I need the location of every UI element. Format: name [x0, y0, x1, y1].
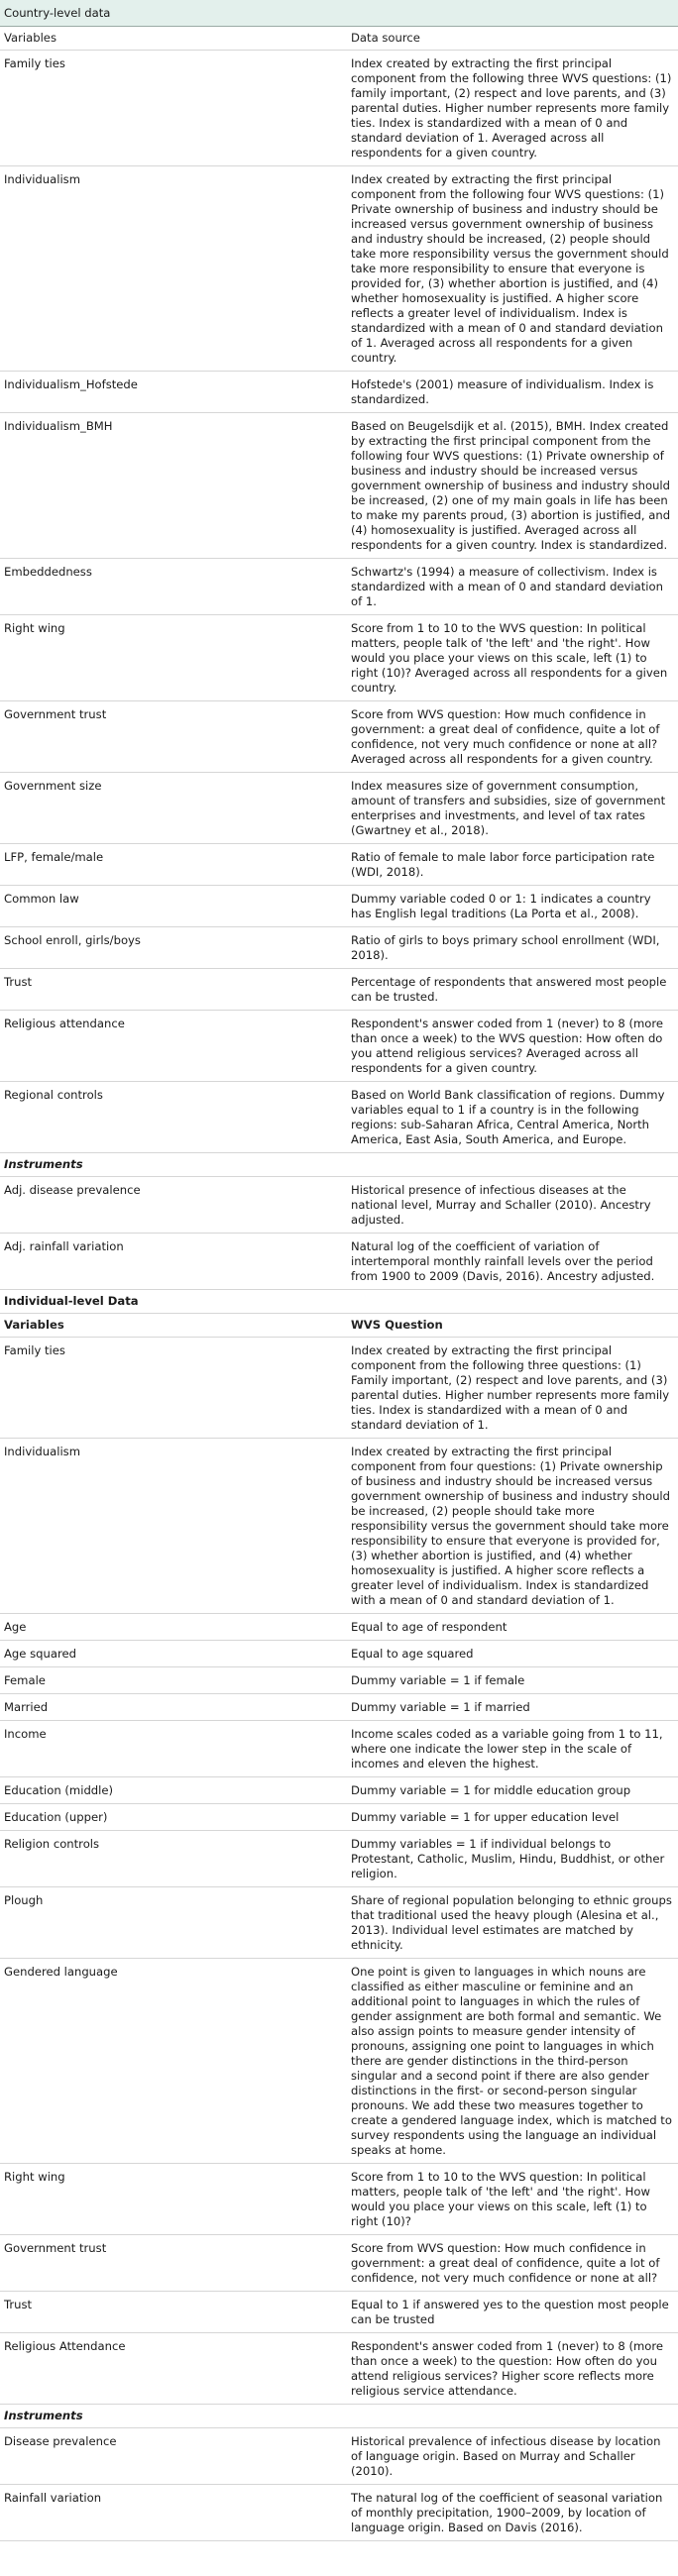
variable-description: Score from 1 to 10 to the WVS question: In political matters, people talk of 'the left' and 'the right'. How would you place your views on this scale, left (1) to right (10)? Averaged across all respondents for a given country.	[347, 615, 678, 701]
variable-name: Rainfall variation	[0, 2485, 347, 2541]
table-row	[0, 2428, 678, 2485]
variable-name: Religious attendance	[0, 1011, 347, 1082]
country-instruments-label: Instruments	[0, 1153, 678, 1177]
table-row	[0, 1721, 678, 1777]
table-row	[0, 51, 678, 166]
variable-name: Gendered language	[0, 1959, 347, 2164]
variable-name: Religion controls	[0, 1831, 347, 1887]
table-row	[0, 166, 678, 372]
table-row	[0, 886, 678, 927]
variable-name: Adj. disease prevalence	[0, 1177, 347, 1234]
variable-name: LFP, female/male	[0, 844, 347, 886]
variable-name: Age	[0, 1614, 347, 1641]
variable-name: Individualism_BMH	[0, 413, 347, 559]
variable-name: Government trust	[0, 701, 347, 773]
variable-description: Respondent's answer coded from 1 (never) to 8 (more than once a week) to the WVS question: How often do you attend religious services? Averaged across all respondents for a given country.	[347, 1011, 678, 1082]
variable-description: Index created by extracting the first principal component from four questions: (1) Private ownership of business and industry should be increased versus government ownership of business and industry should be increased, (2) people should take more responsibility versus the government should take more responsibility to ensure that everyone is provided for, (3) whether abortion is justified, and (4) whether homosexuality is justified. A higher score reflects a greater level of individualism. Index is standardized with a mean of 0 and standard deviation of 1.	[347, 1439, 678, 1614]
variable-name: Disease prevalence	[0, 2428, 347, 2485]
variable-description: Score from WVS question: How much confidence in government: a great deal of confidence, quite a lot of confidence, not very much confidence or none at all?	[347, 2235, 678, 2292]
variable-description: Share of regional population belonging to ethnic groups that traditional used the heavy plough (Alesina et al., 2013). Individual level estimates are matched by ethnicity.	[347, 1887, 678, 1959]
variable-description: Schwartz's (1994) a measure of collectivism. Index is standardized with a mean of 0 and standard deviation of 1.	[347, 559, 678, 615]
variable-description: Percentage of respondents that answered most people can be trusted.	[347, 969, 678, 1011]
table-row	[0, 2292, 678, 2333]
table-row	[0, 701, 678, 773]
individual-question-header: WVS Question	[347, 1314, 678, 1338]
table-row	[0, 413, 678, 559]
variable-name: Age squared	[0, 1641, 347, 1667]
variable-description: Score from 1 to 10 to the WVS question: In political matters, people talk of 'the left' and 'the right'. How would you place your views on this scale, left (1) to right (10)?	[347, 2164, 678, 2235]
table-row	[0, 1667, 678, 1694]
variable-name: Trust	[0, 969, 347, 1011]
variable-description: Score from WVS question: How much confidence in government: a great deal of confidence, quite a lot of confidence, not very much confidence or none at all? Averaged across all respondents for a given country.	[347, 701, 678, 773]
country-instruments-label-row	[0, 1153, 678, 1177]
table-row	[0, 559, 678, 615]
table-row	[0, 844, 678, 886]
table-row	[0, 1887, 678, 1959]
variable-description: Index created by extracting the first principal component from the following four WVS questions: (1) Private ownership of business and industry should be increased versus government ownership of business and industry should be increased, (2) people should take more responsibility versus the government should take more responsibility to ensure that everyone is provided for, (3) whether abortion is justified, and (4) whether homosexuality is justified. A higher score reflects a greater level of individualism. Index is standardized with a mean of 0 and standard deviation of 1. Averaged across all respondents for a given country.	[347, 166, 678, 372]
variable-name: Education (upper)	[0, 1804, 347, 1831]
variable-description: Historical prevalence of infectious disease by location of language origin. Based on Murray and Schaller (2010).	[347, 2428, 678, 2485]
table-row	[0, 1831, 678, 1887]
variable-description: Dummy variable = 1 if married	[347, 1694, 678, 1721]
variable-description: Equal to 1 if answered yes to the question most people can be trusted	[347, 2292, 678, 2333]
variable-description: Equal to age squared	[347, 1641, 678, 1667]
table-row	[0, 1694, 678, 1721]
variable-name: Adj. rainfall variation	[0, 1234, 347, 1290]
variable-name: Married	[0, 1694, 347, 1721]
table-row	[0, 1234, 678, 1290]
table-row	[0, 773, 678, 844]
individual-instruments-label-row	[0, 2405, 678, 2428]
individual-instruments-label: Instruments	[0, 2405, 678, 2428]
variable-description: Dummy variable coded 0 or 1: 1 indicates a country has English legal traditions (La Porta et al., 2008).	[347, 886, 678, 927]
country-level-title-row	[0, 0, 678, 27]
variable-description: Ratio of girls to boys primary school enrollment (WDI, 2018).	[347, 927, 678, 969]
variable-description: Equal to age of respondent	[347, 1614, 678, 1641]
country-column-header-row	[0, 27, 678, 51]
individual-level-title: Individual-level Data	[0, 1290, 678, 1314]
variable-name: Government trust	[0, 2235, 347, 2292]
individual-variables-header: Variables	[0, 1314, 347, 1338]
variable-name: Family ties	[0, 51, 347, 166]
table-row	[0, 615, 678, 701]
table-row	[0, 2235, 678, 2292]
variable-description: Respondent's answer coded from 1 (never) to 8 (more than once a week) to the question: How often do you attend religious services? Higher score reflects more religious service attendance.	[347, 2333, 678, 2405]
variable-description: Historical presence of infectious diseases at the national level, Murray and Schaller (2010). Ancestry adjusted.	[347, 1177, 678, 1234]
individual-level-title-row	[0, 1290, 678, 1314]
variable-description: Hofstede's (2001) measure of individualism. Index is standardized.	[347, 372, 678, 413]
table-row	[0, 927, 678, 969]
variable-description: Income scales coded as a variable going from 1 to 11, where one indicate the lower step in the scale of incomes and eleven the highest.	[347, 1721, 678, 1777]
table-row	[0, 1439, 678, 1614]
table-row	[0, 1082, 678, 1153]
variable-name: Individualism	[0, 166, 347, 372]
variable-description: The natural log of the coefficient of seasonal variation of monthly precipitation, 1900–2009, by location of language origin. Based on Davis (2016).	[347, 2485, 678, 2541]
variable-name: Embeddedness	[0, 559, 347, 615]
table-row	[0, 1614, 678, 1641]
individual-column-header-row	[0, 1314, 678, 1338]
table-row	[0, 1777, 678, 1804]
variable-name: School enroll, girls/boys	[0, 927, 347, 969]
variable-description: Based on Beugelsdijk et al. (2015), BMH. Index created by extracting the first principal component from the following four WVS questions: (1) Private ownership of business and industry should be increased versus government ownership of business and industry should be increased, (2) one of my main goals in life has been to make my parents proud, (3) abortion is justified, and (4) homosexuality is justified. Averaged across all respondents for a given country. Index is standardized.	[347, 413, 678, 559]
variable-name: Plough	[0, 1887, 347, 1959]
variable-description: Dummy variable = 1 if female	[347, 1667, 678, 1694]
variable-description: Natural log of the coefficient of variation of intertemporal monthly rainfall levels over the period from 1900 to 2009 (Davis, 2016). Ancestry adjusted.	[347, 1234, 678, 1290]
country-level-title: Country-level data	[0, 0, 678, 27]
variable-name: Individualism	[0, 1439, 347, 1614]
table-row	[0, 1177, 678, 1234]
country-variables-header: Variables	[0, 27, 347, 51]
table-row	[0, 1641, 678, 1667]
variable-name: Individualism_Hofstede	[0, 372, 347, 413]
variable-name: Income	[0, 1721, 347, 1777]
variable-name: Education (middle)	[0, 1777, 347, 1804]
variable-description: Based on World Bank classification of regions. Dummy variables equal to 1 if a country is in the following regions: sub-Saharan Africa, Central America, North America, East Asia, South America, and Europe.	[347, 1082, 678, 1153]
table-row	[0, 969, 678, 1011]
table-row	[0, 372, 678, 413]
table-row	[0, 1338, 678, 1439]
table-row	[0, 2485, 678, 2541]
variable-description: Index created by extracting the first principal component from the following three WVS questions: (1) family important, (2) respect and love parents, and (3) parental duties. Higher number represents more family ties. Index is standardized with a mean of 0 and standard deviation of 1. Averaged across all respondents for a given country.	[347, 51, 678, 166]
variable-description: Dummy variable = 1 for upper education level	[347, 1804, 678, 1831]
variable-name: Religious Attendance	[0, 2333, 347, 2405]
variable-name: Trust	[0, 2292, 347, 2333]
table-row	[0, 1804, 678, 1831]
variable-description: Index measures size of government consumption, amount of transfers and subsidies, size of government enterprises and investments, and level of tax rates (Gwartney et al., 2018).	[347, 773, 678, 844]
variable-name: Right wing	[0, 2164, 347, 2235]
variable-description: Dummy variable = 1 for middle education group	[347, 1777, 678, 1804]
table-row	[0, 2164, 678, 2235]
variable-description: One point is given to languages in which nouns are classified as either masculine or feminine and an additional point to languages in which the rules of gender assignment are both formal and semantic. We also assign points to measure gender intensity of pronouns, assigning one point to languages in which there are gender distinctions in the third-person singular and a second point if there are also gender distinctions in the first- or second-person singular pronouns. We add these two measures together to create a gendered language index, which is matched to survey respondents using the language an individual speaks at home.	[347, 1959, 678, 2164]
variable-name: Common law	[0, 886, 347, 927]
variable-description: Ratio of female to male labor force participation rate (WDI, 2018).	[347, 844, 678, 886]
variable-name: Right wing	[0, 615, 347, 701]
variable-name: Government size	[0, 773, 347, 844]
variable-name: Family ties	[0, 1338, 347, 1439]
variable-description: Dummy variables = 1 if individual belongs to Protestant, Catholic, Muslim, Hindu, Buddhist, or other religion.	[347, 1831, 678, 1887]
table-row	[0, 1011, 678, 1082]
table-row	[0, 1959, 678, 2164]
variable-name: Regional controls	[0, 1082, 347, 1153]
variable-description: Index created by extracting the first principal component from the following three questions: (1) Family important, (2) respect and love parents, and (3) parental duties. Higher number represents more family ties. Index is standardized with a mean of 0 and standard deviation of 1.	[347, 1338, 678, 1439]
table-row	[0, 2333, 678, 2405]
country-source-header: Data source	[347, 27, 678, 51]
variable-name: Female	[0, 1667, 347, 1694]
